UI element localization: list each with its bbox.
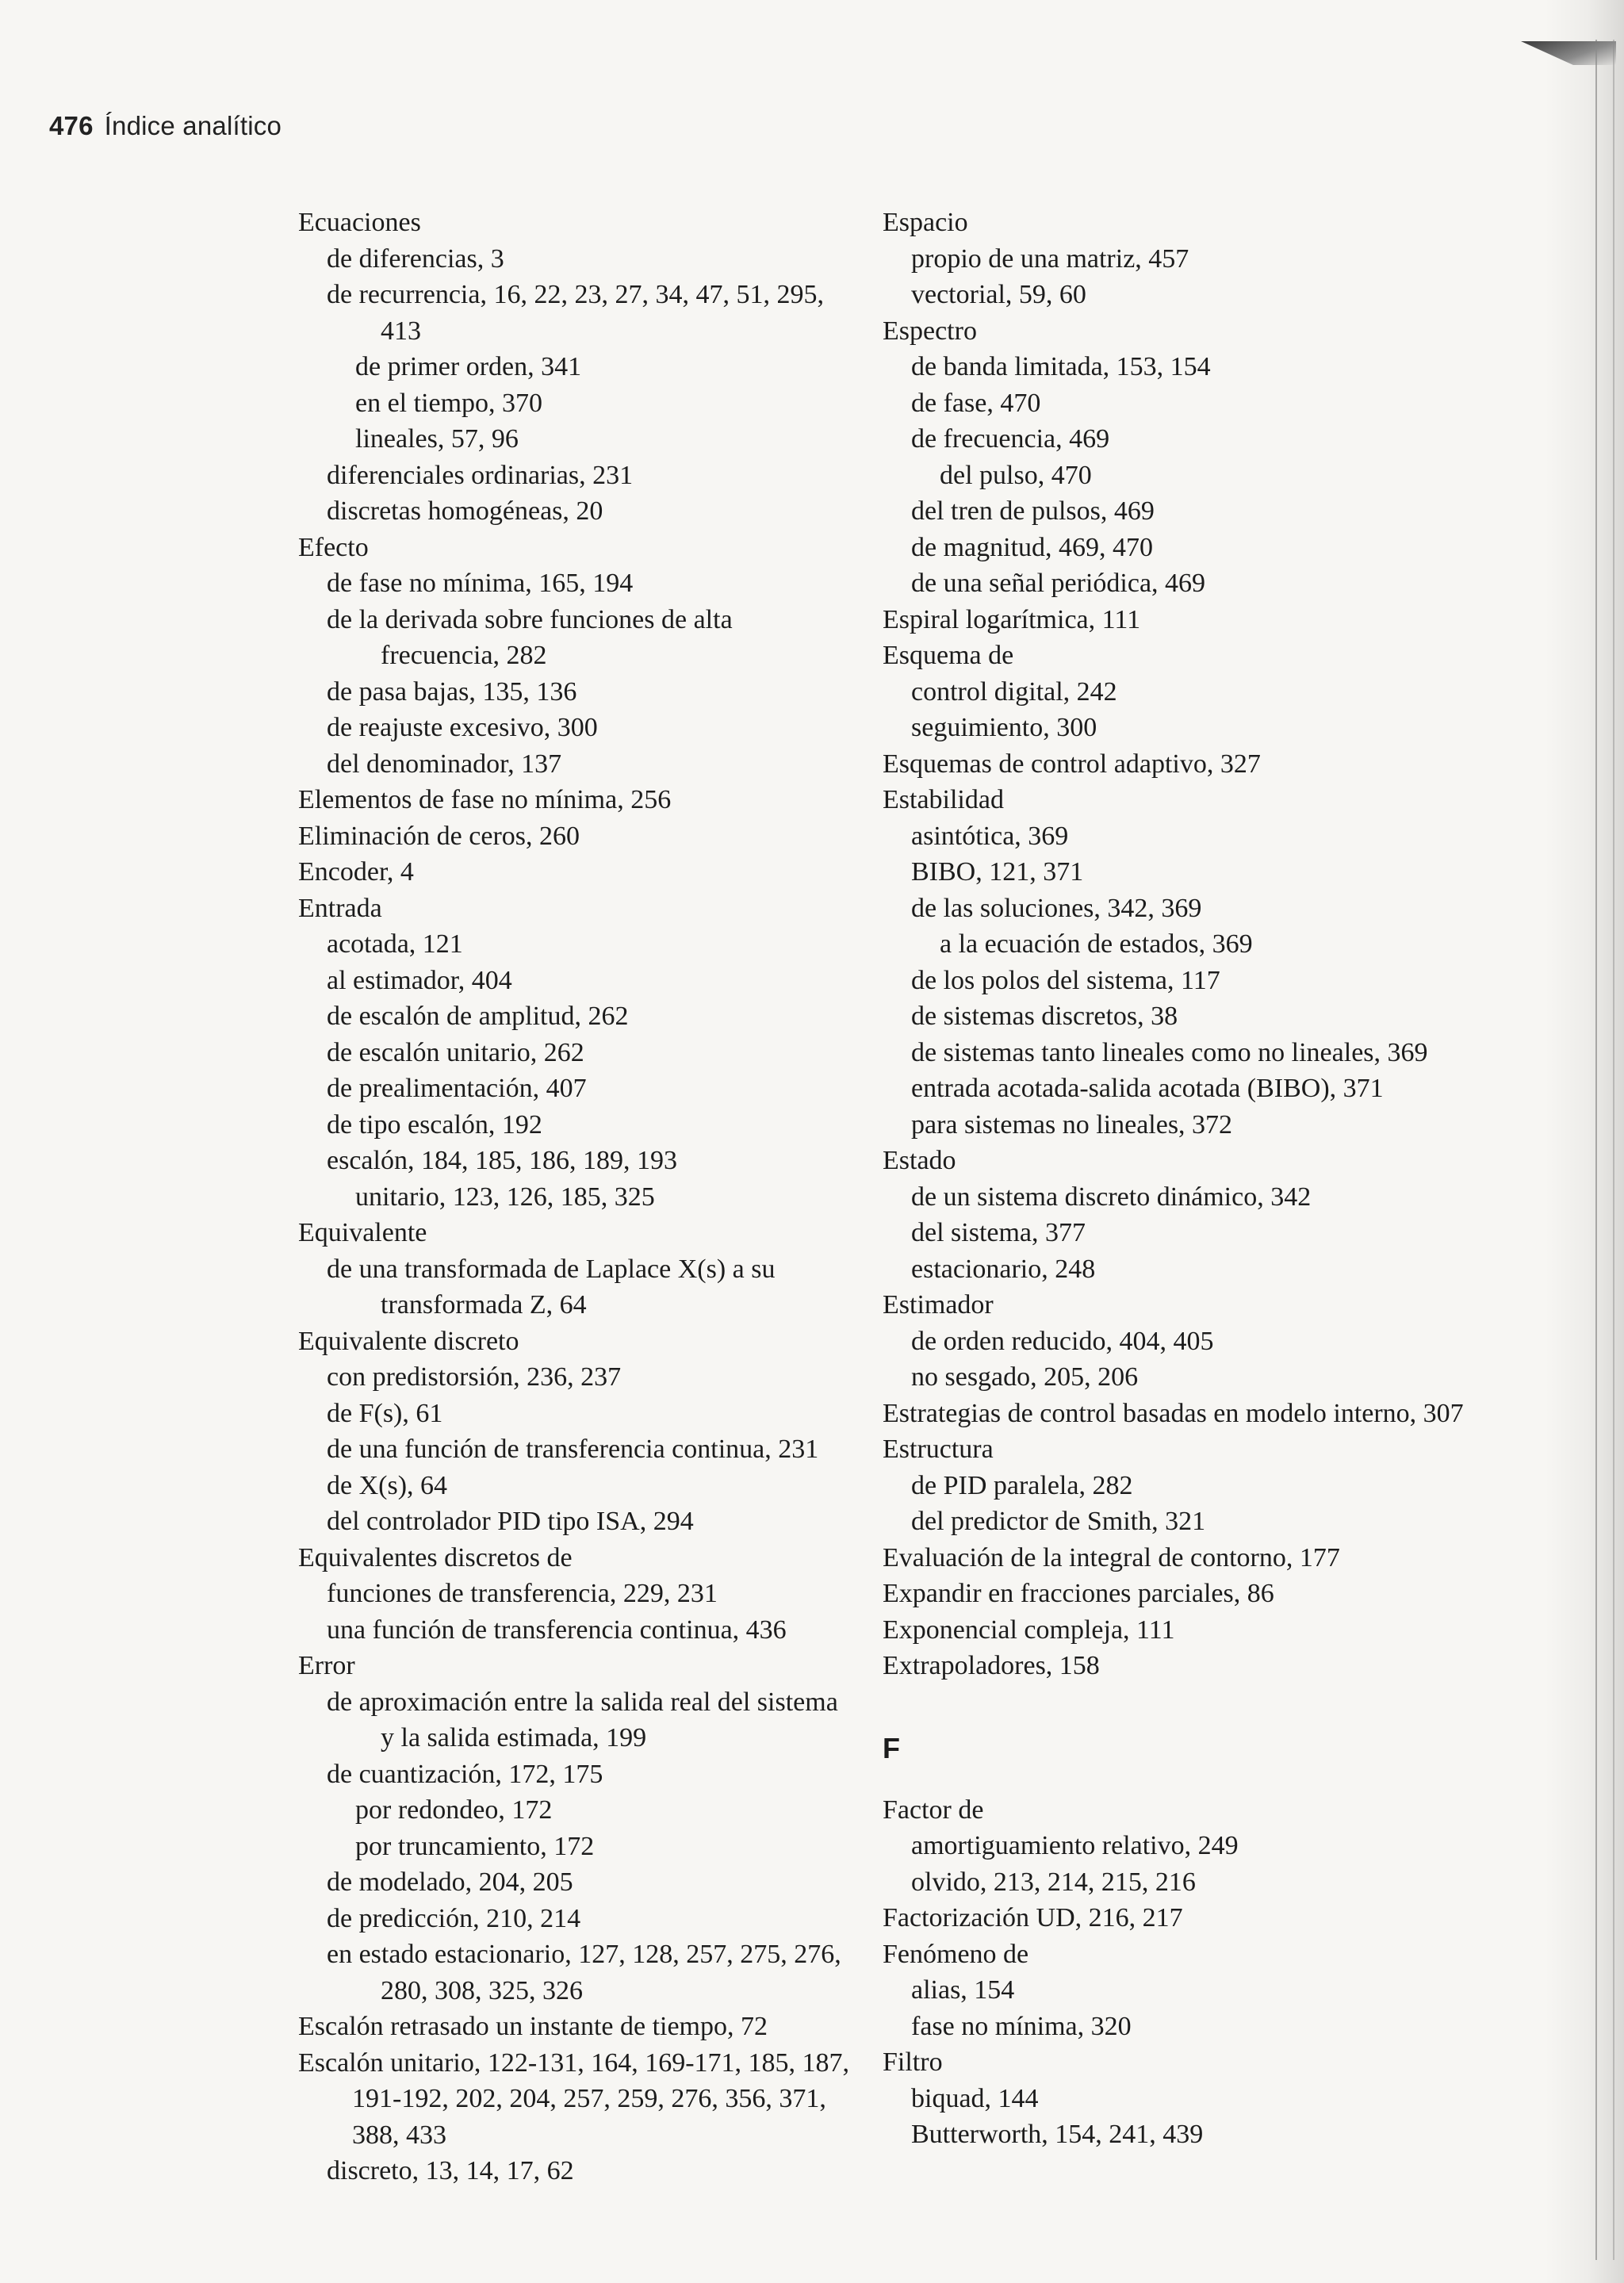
index-subentry: acotada, 121	[327, 929, 463, 959]
index-subentry: de PID paralela, 282	[911, 1470, 1133, 1500]
index-entry: Estabilidad	[883, 785, 1004, 814]
index-subentry: vectorial, 59, 60	[911, 280, 1086, 309]
index-entry: Exponencial compleja, 111	[883, 1615, 1175, 1645]
index-subentry: diferenciales ordinarias, 231	[327, 460, 634, 490]
index-subentry: unitario, 123, 126, 185, 325	[355, 1182, 655, 1212]
index-entry: Equivalente	[298, 1218, 427, 1247]
index-subentry: de fase, 470	[911, 388, 1041, 418]
index-subentry: de cuantización, 172, 175	[327, 1759, 603, 1789]
index-subentry: por truncamiento, 172	[355, 1831, 595, 1861]
index-subentry: estacionario, 248	[911, 1254, 1096, 1284]
index-subentry: de orden reducido, 404, 405	[911, 1326, 1214, 1356]
index-entry: Evaluación de la integral de contorno, 177	[883, 1542, 1340, 1572]
index-subentry: de un sistema discreto dinámico, 342	[911, 1182, 1312, 1212]
index-entry: Ecuaciones	[298, 208, 421, 237]
page-number: 476	[49, 111, 94, 140]
index-subentry: de los polos del sistema, 117	[911, 965, 1220, 995]
index-subentry: de banda limitada, 153, 154	[911, 352, 1211, 381]
index-subentry: no sesgado, 205, 206	[911, 1362, 1139, 1392]
page-edge-line	[1595, 40, 1597, 2260]
index-entry: Encoder, 4	[298, 857, 414, 887]
index-column-left	[298, 205, 853, 2189]
index-subentry: en el tiempo, 370	[355, 388, 543, 418]
index-subentry: biquad, 144	[911, 2083, 1039, 2113]
index-subentry: de sistemas tanto lineales como no lineales, 369	[911, 1037, 1428, 1067]
index-subentry: de fase no mínima, 165, 194	[327, 569, 634, 598]
index-subentry: para sistemas no lineales, 372	[911, 1109, 1233, 1140]
index-entry: Filtro	[883, 2047, 943, 2077]
index-entry: Estimador	[883, 1290, 994, 1320]
page-edge-line	[1613, 40, 1614, 2260]
index-subentry: en estado estacionario, 127, 128, 257, 275, 276, 280, 308, 325, 326	[327, 1940, 841, 2005]
index-subentry: del controlador PID tipo ISA, 294	[327, 1507, 694, 1536]
index-subentry: del denominador, 137	[327, 749, 562, 779]
index-subentry: seguimiento, 300	[911, 713, 1097, 742]
index-subentry: entrada acotada-salida acotada (BIBO), 371	[911, 1074, 1384, 1103]
index-subentry: de la derivada sobre funciones de alta frecuencia, 282	[327, 604, 733, 670]
index-entry: Equivalente discreto	[298, 1326, 519, 1356]
index-subentry: de las soluciones, 342, 369	[911, 893, 1202, 923]
index-subentry: discreto, 13, 14, 17, 62	[327, 2156, 574, 2185]
index-entry: Estructura	[883, 1435, 994, 1464]
index-entry: Elementos de fase no mínima, 256	[298, 785, 672, 814]
index-entry: Estado	[883, 1146, 956, 1175]
section-letter-heading: F	[883, 1731, 900, 1764]
index-subentry: de frecuencia, 469	[911, 424, 1110, 454]
index-entry: Factorización UD, 216, 217	[883, 1903, 1183, 1933]
index-subentry: amortiguamiento relativo, 249	[911, 1831, 1239, 1860]
index-subentry: de escalón de amplitud, 262	[327, 1002, 629, 1031]
index-subentry: de prealimentación, 407	[327, 1074, 587, 1103]
index-entry: Escalón retrasado un instante de tiempo, 72	[298, 2012, 768, 2041]
index-subentry: de magnitud, 469, 470	[911, 532, 1154, 562]
index-entry: Error	[298, 1651, 355, 1680]
index-subentry: de predicción, 210, 214	[327, 1903, 581, 1933]
index-subentry: de modelado, 204, 205	[327, 1867, 573, 1897]
index-subentry: del pulso, 470	[940, 460, 1092, 490]
index-entry: Escalón unitario, 122-131, 164, 169-171, 185, 187, 191-192, 202, 204, 257, 259, 276, 356, 371, 388, 433	[298, 2047, 850, 2150]
index-subentry: de sistemas discretos, 38	[911, 1002, 1178, 1031]
index-column-right	[883, 205, 1469, 2153]
index-subentry: fase no mínima, 320	[911, 2011, 1132, 2041]
index-subentry: asintótica, 369	[911, 821, 1069, 851]
index-entry: Estrategias de control basadas en modelo interno, 307	[883, 1398, 1464, 1428]
index-subentry: discretas homogéneas, 20	[327, 496, 603, 526]
index-entry: Efecto	[298, 532, 369, 562]
page-edge-shadow	[1545, 0, 1624, 2283]
scan-corner-mark	[1521, 41, 1616, 65]
index-subentry: olvido, 213, 214, 215, 216	[911, 1867, 1196, 1897]
index-entry: Entrada	[298, 893, 382, 923]
index-subentry: por redondeo, 172	[355, 1795, 553, 1825]
index-subentry: de primer orden, 341	[355, 352, 582, 381]
index-subentry: de X(s), 64	[327, 1470, 448, 1500]
index-subentry: de una transformada de Laplace X(s) a su transformada Z, 64	[327, 1254, 776, 1320]
index-subentry: del sistema, 377	[911, 1218, 1086, 1247]
index-entry: Eliminación de ceros, 260	[298, 821, 580, 851]
index-subentry: del predictor de Smith, 321	[911, 1507, 1206, 1536]
index-subentry: de una función de transferencia continua, 231	[327, 1435, 819, 1464]
index-subentry: al estimador, 404	[327, 965, 512, 995]
index-entry: Espiral logarítmica, 111	[883, 604, 1141, 634]
index-subentry: funciones de transferencia, 229, 231	[327, 1579, 718, 1608]
index-subentry: con predistorsión, 236, 237	[327, 1362, 622, 1392]
index-subentry: lineales, 57, 96	[355, 424, 519, 454]
index-subentry: de aproximación entre la salida real del sistema y la salida estimada, 199	[327, 1687, 838, 1752]
index-subentry: propio de una matriz, 457	[911, 243, 1189, 274]
index-entry: Factor de	[883, 1795, 984, 1825]
index-subentry: de F(s), 61	[327, 1398, 443, 1428]
index-subentry: una función de transferencia continua, 436	[327, 1615, 787, 1645]
index-subentry: alias, 154	[911, 1975, 1015, 2005]
index-subentry: del tren de pulsos, 469	[911, 496, 1155, 526]
index-subentry: Butterworth, 154, 241, 439	[911, 2120, 1204, 2149]
index-subentry: a la ecuación de estados, 369	[940, 929, 1253, 959]
index-entry: Esquema de	[883, 641, 1014, 670]
index-subentry: de recurrencia, 16, 22, 23, 27, 34, 47, 51, 295, 413	[327, 280, 824, 346]
section-title: Índice analítico	[104, 111, 282, 140]
index-subentry: de reajuste excesivo, 300	[327, 713, 598, 742]
index-subentry: de pasa bajas, 135, 136	[327, 676, 577, 707]
index-subentry: de tipo escalón, 192	[327, 1109, 542, 1140]
index-entry: Equivalentes discretos de	[298, 1542, 573, 1572]
index-entry: Espectro	[883, 316, 977, 346]
index-subentry: de una señal periódica, 469	[911, 569, 1206, 598]
index-entry: Fenómeno de	[883, 1939, 1029, 1969]
index-entry: Expandir en fracciones parciales, 86	[883, 1579, 1274, 1608]
index-entry: Esquemas de control adaptivo, 327	[883, 749, 1261, 779]
index-subentry: BIBO, 121, 371	[911, 857, 1084, 887]
index-entry: Espacio	[883, 208, 968, 237]
index-subentry: control digital, 242	[911, 676, 1117, 707]
index-subentry: de diferencias, 3	[327, 243, 504, 274]
running-head	[49, 111, 282, 141]
index-entry: Extrapoladores, 158	[883, 1651, 1100, 1680]
index-subentry: de escalón unitario, 262	[327, 1037, 584, 1067]
index-subentry: escalón, 184, 185, 186, 189, 193	[327, 1146, 677, 1175]
